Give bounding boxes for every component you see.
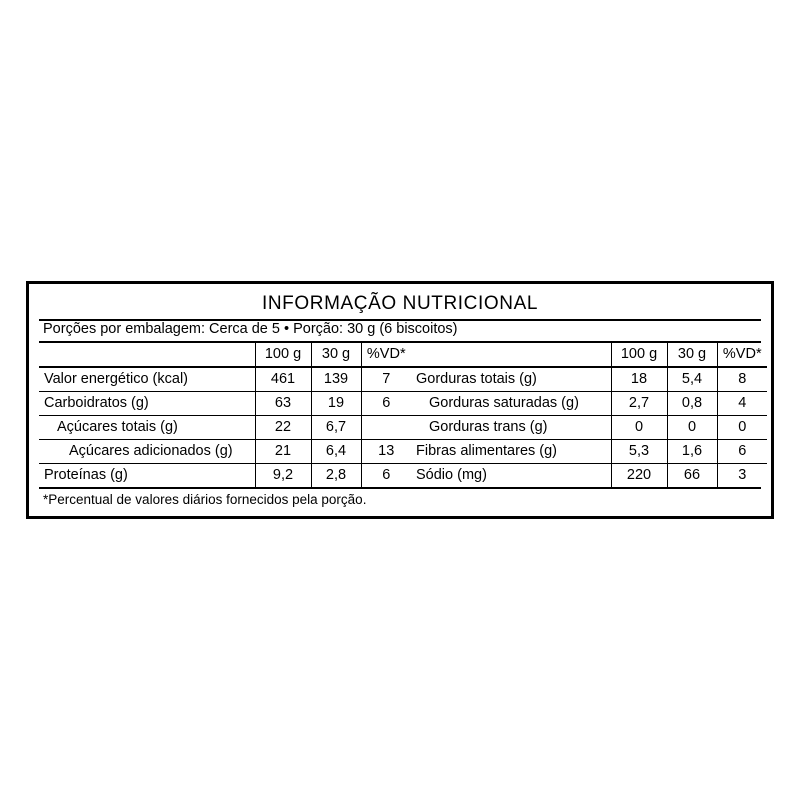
- table-row: [411, 464, 767, 488]
- row-vd: 0: [717, 416, 767, 440]
- row-100g: 220: [611, 464, 667, 488]
- row-label: Gorduras trans (g): [411, 416, 611, 440]
- row-vd: 6: [361, 392, 411, 416]
- row-100g: 21: [255, 440, 311, 464]
- table-row: [411, 367, 767, 392]
- row-30g: 1,6: [667, 440, 717, 464]
- table-row: [39, 367, 411, 392]
- row-30g: 19: [311, 392, 361, 416]
- row-label: Açúcares adicionados (g): [39, 440, 255, 464]
- nutrient-table-left: [39, 343, 411, 487]
- row-30g: 2,8: [311, 464, 361, 488]
- row-vd: 4: [717, 392, 767, 416]
- header-30g-left: 30 g: [311, 343, 361, 367]
- table-row: [39, 416, 411, 440]
- row-vd: 6: [361, 464, 411, 488]
- nutrient-tables: [29, 343, 771, 487]
- row-label: Açúcares totais (g): [39, 416, 255, 440]
- header-30g-right: 30 g: [667, 343, 717, 367]
- table-row: [39, 440, 411, 464]
- table-row: [411, 416, 767, 440]
- row-label: Gorduras totais (g): [411, 367, 611, 392]
- row-label: Valor energético (kcal): [39, 367, 255, 392]
- row-vd: 7: [361, 367, 411, 392]
- row-label: Fibras alimentares (g): [411, 440, 611, 464]
- row-30g: 0,8: [667, 392, 717, 416]
- row-30g: 5,4: [667, 367, 717, 392]
- row-100g: 18: [611, 367, 667, 392]
- header-blank-right: [411, 343, 611, 367]
- row-100g: 5,3: [611, 440, 667, 464]
- nutrient-table-right: [411, 343, 767, 487]
- row-vd: 13: [361, 440, 411, 464]
- nutrition-facts-panel: [26, 281, 774, 519]
- table-header-row-right: [411, 343, 767, 367]
- table-row: [39, 392, 411, 416]
- row-100g: 0: [611, 416, 667, 440]
- header-100g-left: 100 g: [255, 343, 311, 367]
- row-vd: 6: [717, 440, 767, 464]
- row-100g: 22: [255, 416, 311, 440]
- table-header-row-left: [39, 343, 411, 367]
- row-30g: 6,4: [311, 440, 361, 464]
- row-30g: 66: [667, 464, 717, 488]
- row-30g: 139: [311, 367, 361, 392]
- header-vd-left: %VD*: [361, 343, 411, 367]
- row-vd: [361, 416, 411, 440]
- header-100g-right: 100 g: [611, 343, 667, 367]
- header-vd-right: %VD*: [717, 343, 767, 367]
- row-label: Gorduras saturadas (g): [411, 392, 611, 416]
- row-100g: 2,7: [611, 392, 667, 416]
- table-row: [39, 464, 411, 488]
- row-30g: 6,7: [311, 416, 361, 440]
- portions-line: Porções por embalagem: Cerca de 5 • Porção: 30 g (6 biscoitos): [43, 321, 458, 337]
- row-100g: 9,2: [255, 464, 311, 488]
- header-blank-left: [39, 343, 255, 367]
- row-label: Sódio (mg): [416, 467, 487, 483]
- row-vd: 3: [717, 464, 767, 488]
- row-label: Proteínas (g): [44, 467, 128, 483]
- panel-title: INFORMAÇÃO NUTRICIONAL: [261, 293, 539, 314]
- footnote-text: *Percentual de valores diários fornecidos pela porção.: [43, 492, 367, 507]
- row-30g: 0: [667, 416, 717, 440]
- table-row: [411, 392, 767, 416]
- row-vd: 8: [717, 367, 767, 392]
- row-100g: 63: [255, 392, 311, 416]
- row-100g: 461: [255, 367, 311, 392]
- row-label: Carboidratos (g): [39, 392, 255, 416]
- table-row: [411, 440, 767, 464]
